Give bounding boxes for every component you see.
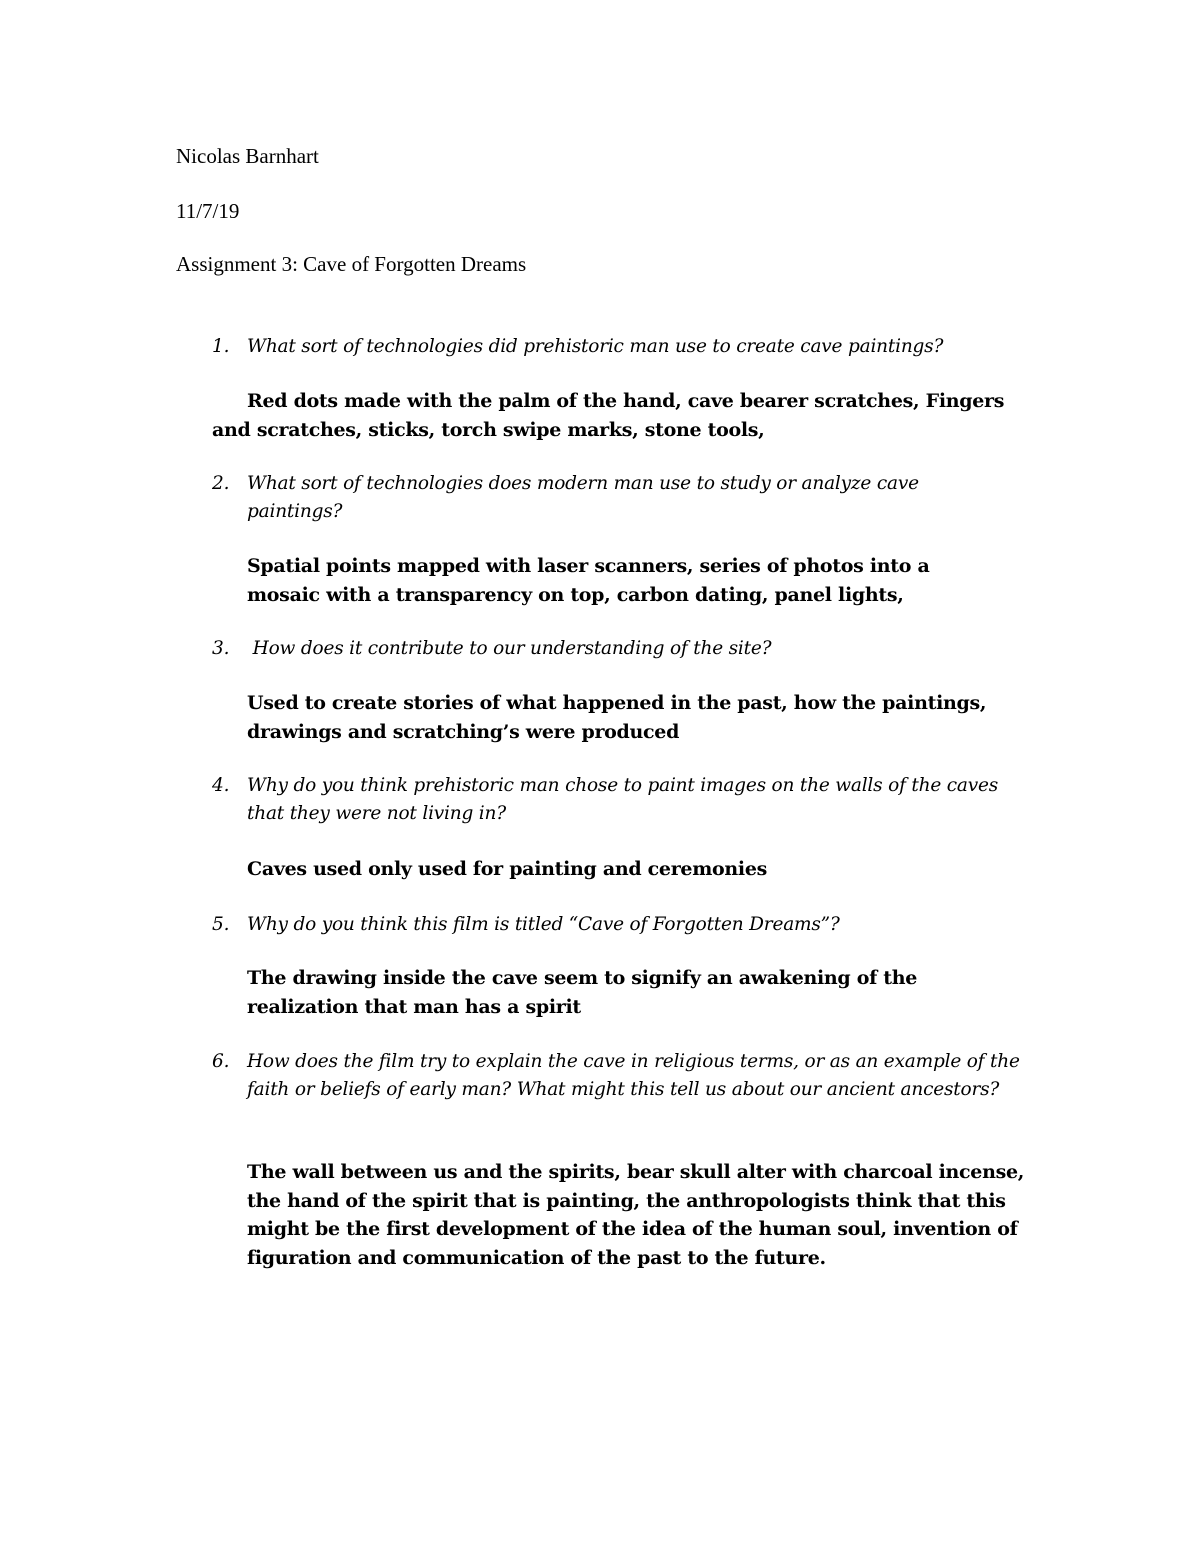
question-text: How does the film try to explain the cave in religious terms, or as an example of the faith or beliefs of early man? What might this tell us about our ancient ancestors? bbox=[247, 1051, 1020, 1100]
question-text: How does it contribute to our understanding of the site? bbox=[247, 638, 772, 659]
question-number: 3. bbox=[212, 638, 230, 659]
assignment-title: Assignment 3: Cave of Forgotten Dreams bbox=[176, 252, 527, 276]
answer-3: Used to create stories of what happened in the past, how the paintings, drawings and scratching’s were produced bbox=[247, 692, 987, 743]
answer-1-first-line: Red dots made with the palm of the hand, cave bearer scratches, Fingers bbox=[247, 390, 1005, 412]
question-text: What sort of technologies did prehistoric man use to create cave paintings? bbox=[247, 336, 944, 357]
question-number: 5. bbox=[212, 914, 230, 935]
question-text: Why do you think prehistoric man chose to paint images on the walls of the caves that they were not living in? bbox=[247, 775, 999, 824]
answer-2: Spatial points mapped with laser scanners, series of photos into a mosaic with a transparency on top, carbon dating, panel lights, bbox=[247, 555, 930, 606]
answer-1-second-line: and scratches, sticks, torch swipe marks, stone tools, bbox=[212, 419, 765, 441]
answer-4: Caves used only used for painting and ceremonies bbox=[247, 858, 768, 880]
answer-6: The wall between us and the spirits, bear skull alter with charcoal incense, the hand of the spirit that is painting, the anthropologists think that this might be the first development of the idea of the human soul, invention of figuration and communication of the past to the future. bbox=[247, 1161, 1025, 1269]
student-name: Nicolas Barnhart bbox=[176, 144, 319, 168]
question-number: 2. bbox=[212, 473, 230, 494]
question-text: Why do you think this film is titled “Cave of Forgotten Dreams”? bbox=[247, 914, 840, 935]
answer-5: The drawing inside the cave seem to signify an awakening of the realization that man has a spirit bbox=[247, 967, 918, 1018]
question-number: 6. bbox=[212, 1051, 230, 1072]
assignment-date: 11/7/19 bbox=[176, 199, 240, 223]
question-number: 1. bbox=[212, 336, 230, 357]
question-text: What sort of technologies does modern man use to study or analyze cave paintings? bbox=[247, 473, 919, 522]
question-number: 4. bbox=[212, 775, 230, 796]
